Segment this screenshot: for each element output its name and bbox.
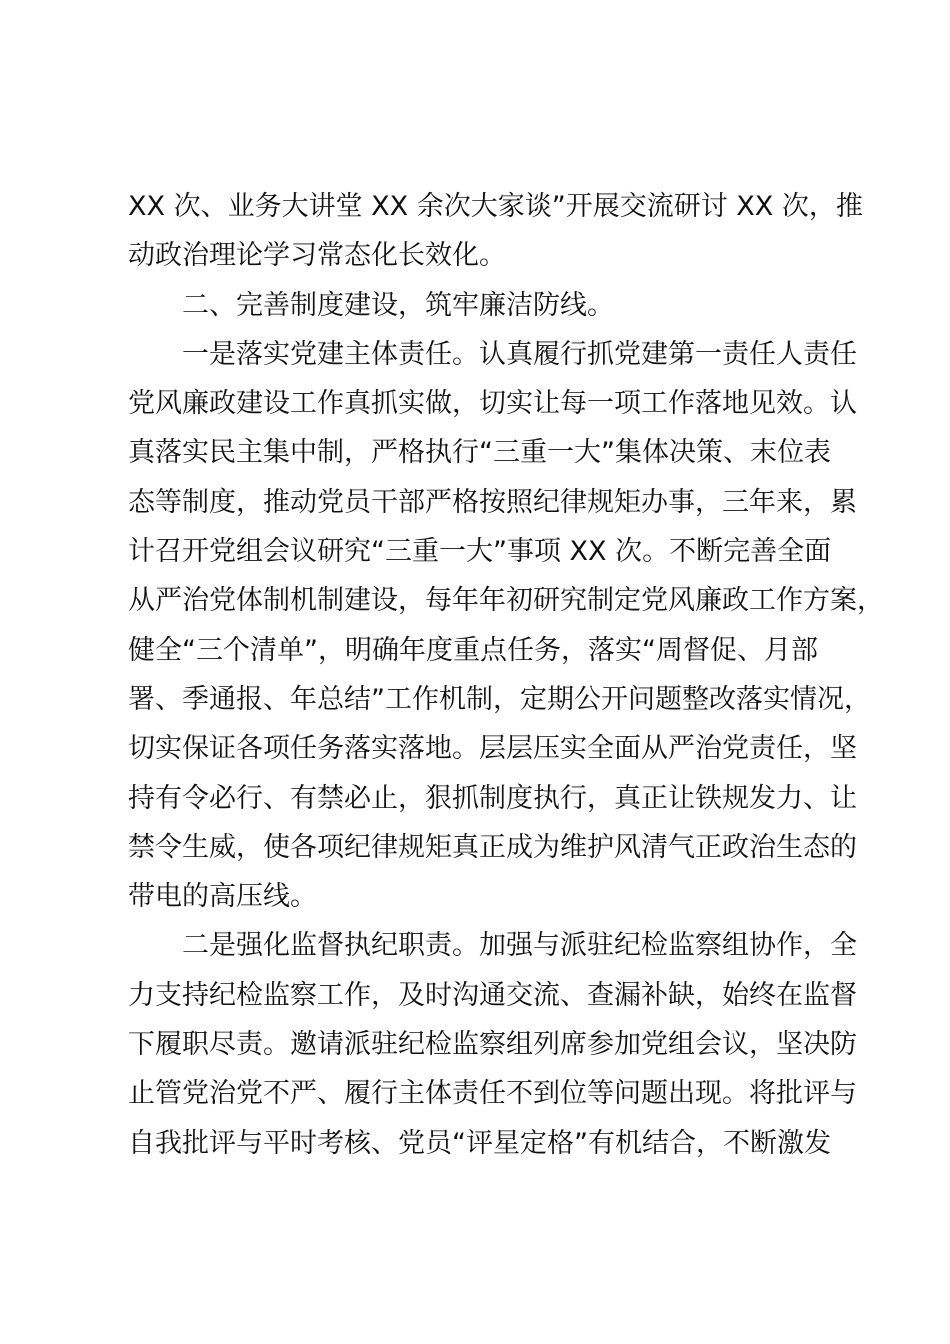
document-body xyxy=(128,182,884,1168)
text-line: 禁令生威，使各项纪律规矩真正成为维护风清气正政治生态的 xyxy=(128,831,857,863)
text-line: 自我批评与平时考核、党员“评星定格”有机结合，不断激发 xyxy=(128,1127,831,1159)
text-line: 从严治党体制机制建设，每年年初研究制定党风廉政工作方案， xyxy=(128,585,884,617)
text-line: 真落实民主集中制，严格执行“三重一大”集体决策、末位表 xyxy=(128,437,831,469)
text-line: 持有令必行、有禁必止，狠抓制度执行，真正让铁规发力、让 xyxy=(128,782,857,814)
text-line: 健全“三个清单”，明确年度重点任务，落实“周督促、月部 xyxy=(128,634,818,666)
text-line: 二是强化监督执纪职责。加强与派驻纪检监察组协作，全 xyxy=(182,930,857,962)
text-line: 下履职尽责。邀请派驻纪检监察组列席参加党组会议，坚决防 xyxy=(128,1029,857,1061)
text-line: XX 次、业务大讲堂 XX 余次大家谈”开展交流研讨 XX 次，推 xyxy=(128,191,863,222)
text-line: 署、季通报、年总结”工作机制，定期公开问题整改落实情况， xyxy=(128,683,871,715)
text-line: 力支持纪检监察工作，及时沟通交流、查漏补缺，始终在监督 xyxy=(128,979,857,1011)
text-line: 计召开党组会议研究“三重一大”事项 XX 次。不断完善全面 xyxy=(128,536,832,568)
text-line: 党风廉政建设工作真抓实做，切实让每一项工作落地见效。认 xyxy=(128,388,857,420)
text-line: 带电的高压线。 xyxy=(128,881,317,913)
text-line: 一是落实党建主体责任。认真履行抓党建第一责任人责任 xyxy=(182,338,857,370)
section-heading: 二、完善制度建设，筑牢廉洁防线。 xyxy=(182,289,614,321)
text-line: 切实保证各项任务落实落地。层层压实全面从严治党责任，坚 xyxy=(128,733,857,765)
text-line: 动政治理论学习常态化长效化。 xyxy=(128,240,506,272)
text-line: 止管党治党不严、履行主体责任不到位等问题出现。将批评与 xyxy=(128,1078,857,1110)
text-line: 态等制度，推动党员干部严格按照纪律规矩办事，三年来，累 xyxy=(128,486,857,518)
